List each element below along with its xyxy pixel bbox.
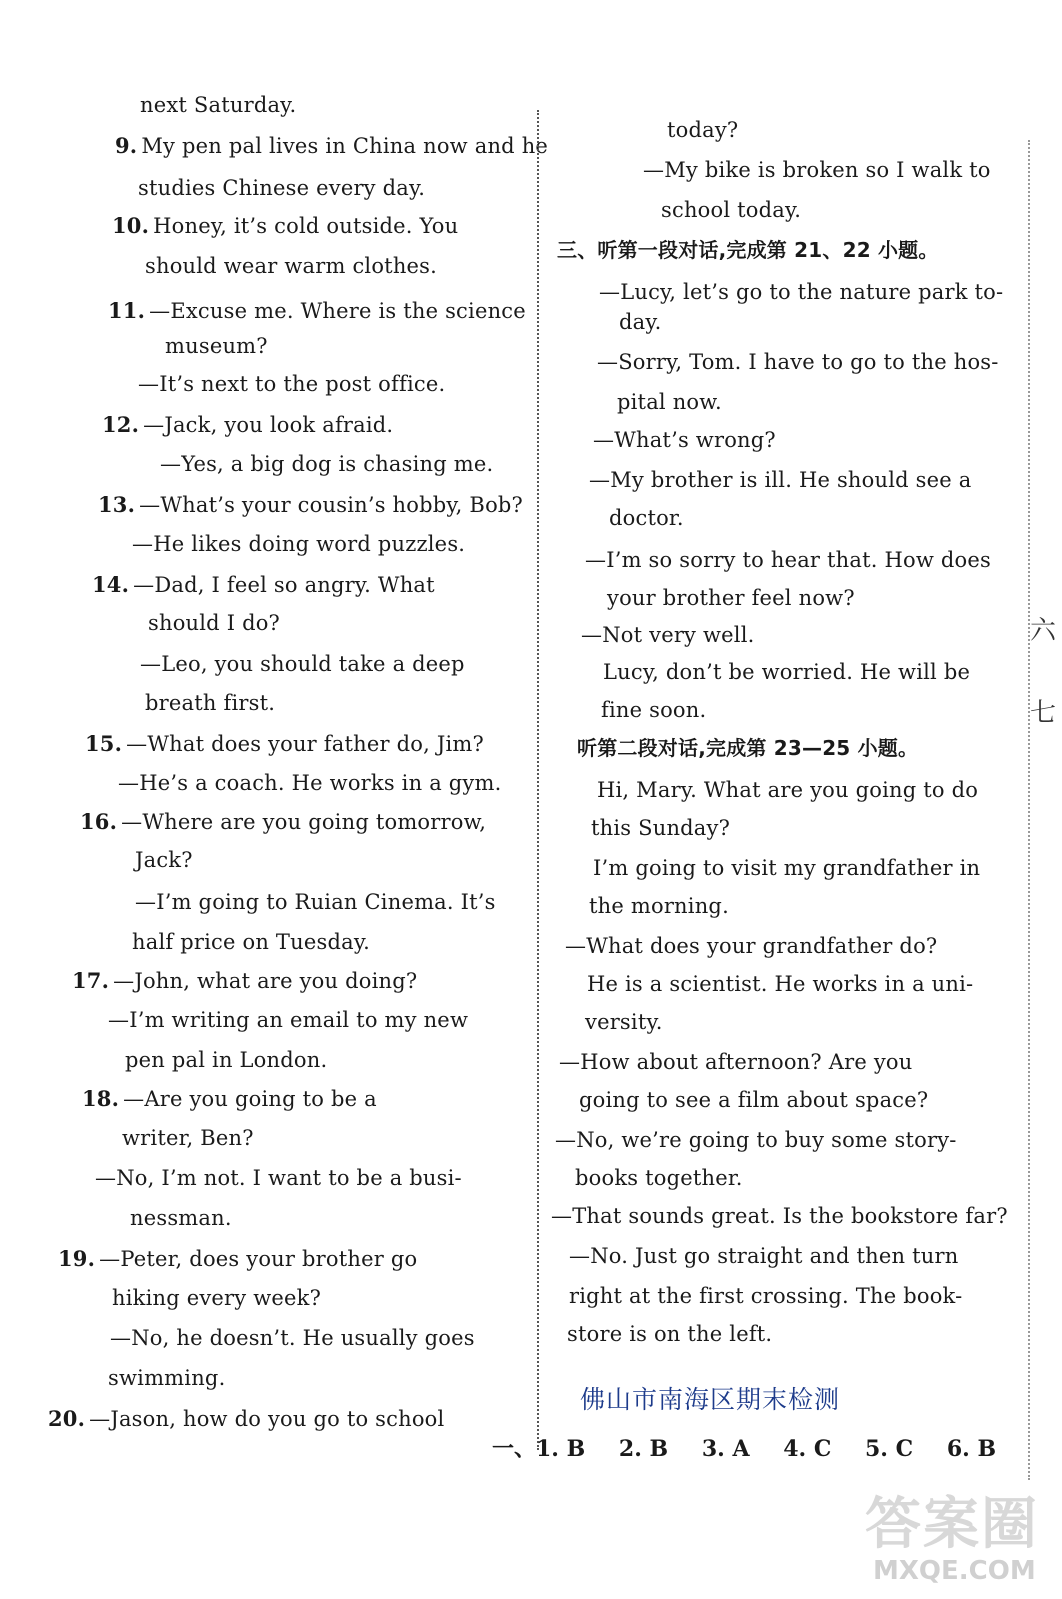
text-line: doctor. [609,506,684,530]
text-line [108,300,526,322]
item-number: 13. [98,492,136,517]
text-line: this Sunday? [591,816,731,840]
section-heading: 三、听第一段对话,完成第 21、22 小题。 [557,238,939,262]
text-line: books together. [575,1166,743,1190]
section-title: 佛山市南海区期末检测 [580,1385,841,1414]
text-line [48,1408,444,1430]
text-line [115,135,548,157]
line-text: swimming. [108,1366,226,1390]
text-line: day. [619,310,662,334]
text-line: —Sorry, Tom. I have to go to the hos- [597,350,999,374]
answer-list [492,1432,1022,1463]
text-line [125,1050,327,1071]
item-number: 14. [92,572,130,597]
text-line [82,1088,377,1110]
text-line [135,850,193,871]
text-line: pital now. [617,390,722,414]
text-line [122,1128,254,1149]
text-line [95,1168,462,1189]
text-line: I’m going to visit my grandfather in [593,856,981,880]
line-text: Jack? [135,848,193,872]
text-line: —My brother is ill. He should see a [589,468,972,492]
text-line [145,693,275,714]
line-text: —Jason, how do you go to school [89,1407,445,1431]
item-number: 15. [85,731,123,756]
text-line: —No, we’re going to buy some story- [555,1128,957,1152]
answer-item: 4. C [783,1436,832,1462]
line-text: —He likes doing word puzzles. [132,532,466,556]
text-line [80,811,486,833]
line-text: —I’m writing an email to my new [108,1008,469,1032]
column-separator [537,110,539,1450]
line-text: —What does your father do, Jim? [126,732,484,756]
watermark-logo [865,1480,1045,1590]
text-line: —I’m so sorry to hear that. How does [585,548,992,572]
text-line [160,454,493,475]
line-text: museum? [165,334,268,358]
line-text: —Excuse me. Where is the science [149,299,526,323]
text-line [118,773,501,794]
item-number: 17. [72,968,110,993]
text-line [102,414,393,436]
line-text: —Are you going to be a [123,1087,377,1111]
text-line: —My bike is broken so I walk to [643,158,991,182]
text-line: Hi, Mary. What are you going to do [597,778,979,802]
line-text: hiking every week? [112,1286,322,1310]
text-line [92,574,435,596]
edge-glyph: 六 [1030,616,1057,646]
line-text: —Jack, you look afraid. [143,413,394,437]
item-number: 16. [80,809,118,834]
section-heading: 听第二段对话,完成第 23—25 小题。 [577,736,919,760]
line-text: —Leo, you should take a deep [140,652,465,676]
text-line [132,932,370,953]
text-line [112,1288,321,1309]
line-text: —Where are you going tomorrow, [121,810,487,834]
text-line: store is on the left. [567,1322,773,1346]
text-line [130,1208,232,1229]
text-line: school today. [661,198,802,222]
text-line: —How about afternoon? Are you [559,1050,913,1074]
text-line [98,494,523,516]
line-text: —He’s a coach. He works in a gym. [118,771,502,795]
text-line: versity. [585,1010,663,1034]
line-text: —Peter, does your brother go [99,1247,418,1271]
item-number: 12. [102,412,140,437]
line-text: —Dad, I feel so angry. What [133,573,435,597]
line-text: breath first. [145,691,276,715]
answer-item: 6. B [946,1436,997,1462]
text-line [138,178,425,199]
text-line [58,1248,417,1270]
item-number: 10. [112,213,150,238]
watermark-url: MXQE.COM [873,1556,1036,1586]
item-number: 18. [82,1086,120,1111]
text-line [108,1368,225,1389]
text-line [108,1010,468,1031]
text-line: right at the first crossing. The book- [569,1284,963,1308]
text-line [145,256,437,277]
answer-item: 5. C [865,1436,914,1462]
text-line: He is a scientist. He works in a uni- [587,972,974,996]
line-text: pen pal in London. [125,1048,328,1072]
line-text: —No, he doesn’t. He usually goes [110,1326,475,1350]
line-text: writer, Ben? [122,1126,254,1150]
item-number: 19. [58,1246,96,1271]
line-text: —No, I’m not. I want to be a busi- [95,1166,462,1190]
line-text: studies Chinese every day. [138,176,426,200]
line-text: —What’s your cousin’s hobby, Bob? [139,493,524,517]
text-line: —What’s wrong? [593,428,776,452]
text-line: today? [667,118,739,142]
answer-item: 一、1. B [492,1436,586,1462]
answer-item: 3. A [701,1436,750,1462]
item-number: 11. [108,298,146,323]
line-text: half price on Tuesday. [132,930,370,954]
text-line: —What does your grandfather do? [565,934,938,958]
text-line [135,892,496,913]
text-line [112,215,458,237]
line-text: next Saturday. [140,93,297,117]
answer-item: 2. B [618,1436,669,1462]
text-line [85,733,484,755]
line-text: nessman. [130,1206,232,1230]
text-line: the morning. [589,894,729,918]
line-text: Honey, it’s cold outside. You [153,214,459,238]
right-edge-separator [1028,140,1030,1480]
text-line [72,970,417,992]
text-line [140,95,296,116]
text-line [148,613,280,634]
edge-glyph: 七 [1030,698,1057,728]
text-line: going to see a film about space? [579,1088,929,1112]
line-text: —Yes, a big dog is chasing me. [160,452,494,476]
text-line [132,534,465,555]
line-text: —John, what are you doing? [113,969,418,993]
text-line: —No. Just go straight and then turn [569,1244,959,1268]
text-line: —That sounds great. Is the bookstore far? [551,1204,1008,1228]
text-line [110,1328,475,1349]
text-line [140,654,465,675]
text-line: your brother feel now? [607,586,855,610]
line-text: My pen pal lives in China now and he [141,134,549,158]
text-line: fine soon. [601,698,707,722]
item-number: 9. [115,133,138,158]
text-line [138,374,445,395]
text-line [165,336,268,357]
text-line: Lucy, don’t be worried. He will be [603,660,971,684]
text-line: —Lucy, let’s go to the nature park to- [599,280,1004,304]
line-text: should I do? [148,611,281,635]
line-text: —I’m going to Ruian Cinema. It’s [135,890,496,914]
text-line: —Not very well. [581,623,755,647]
item-number: 20. [48,1406,86,1431]
line-text: should wear warm clothes. [145,254,438,278]
line-text: —It’s next to the post office. [138,372,446,396]
watermark-text: 答案圈 [865,1492,1039,1557]
